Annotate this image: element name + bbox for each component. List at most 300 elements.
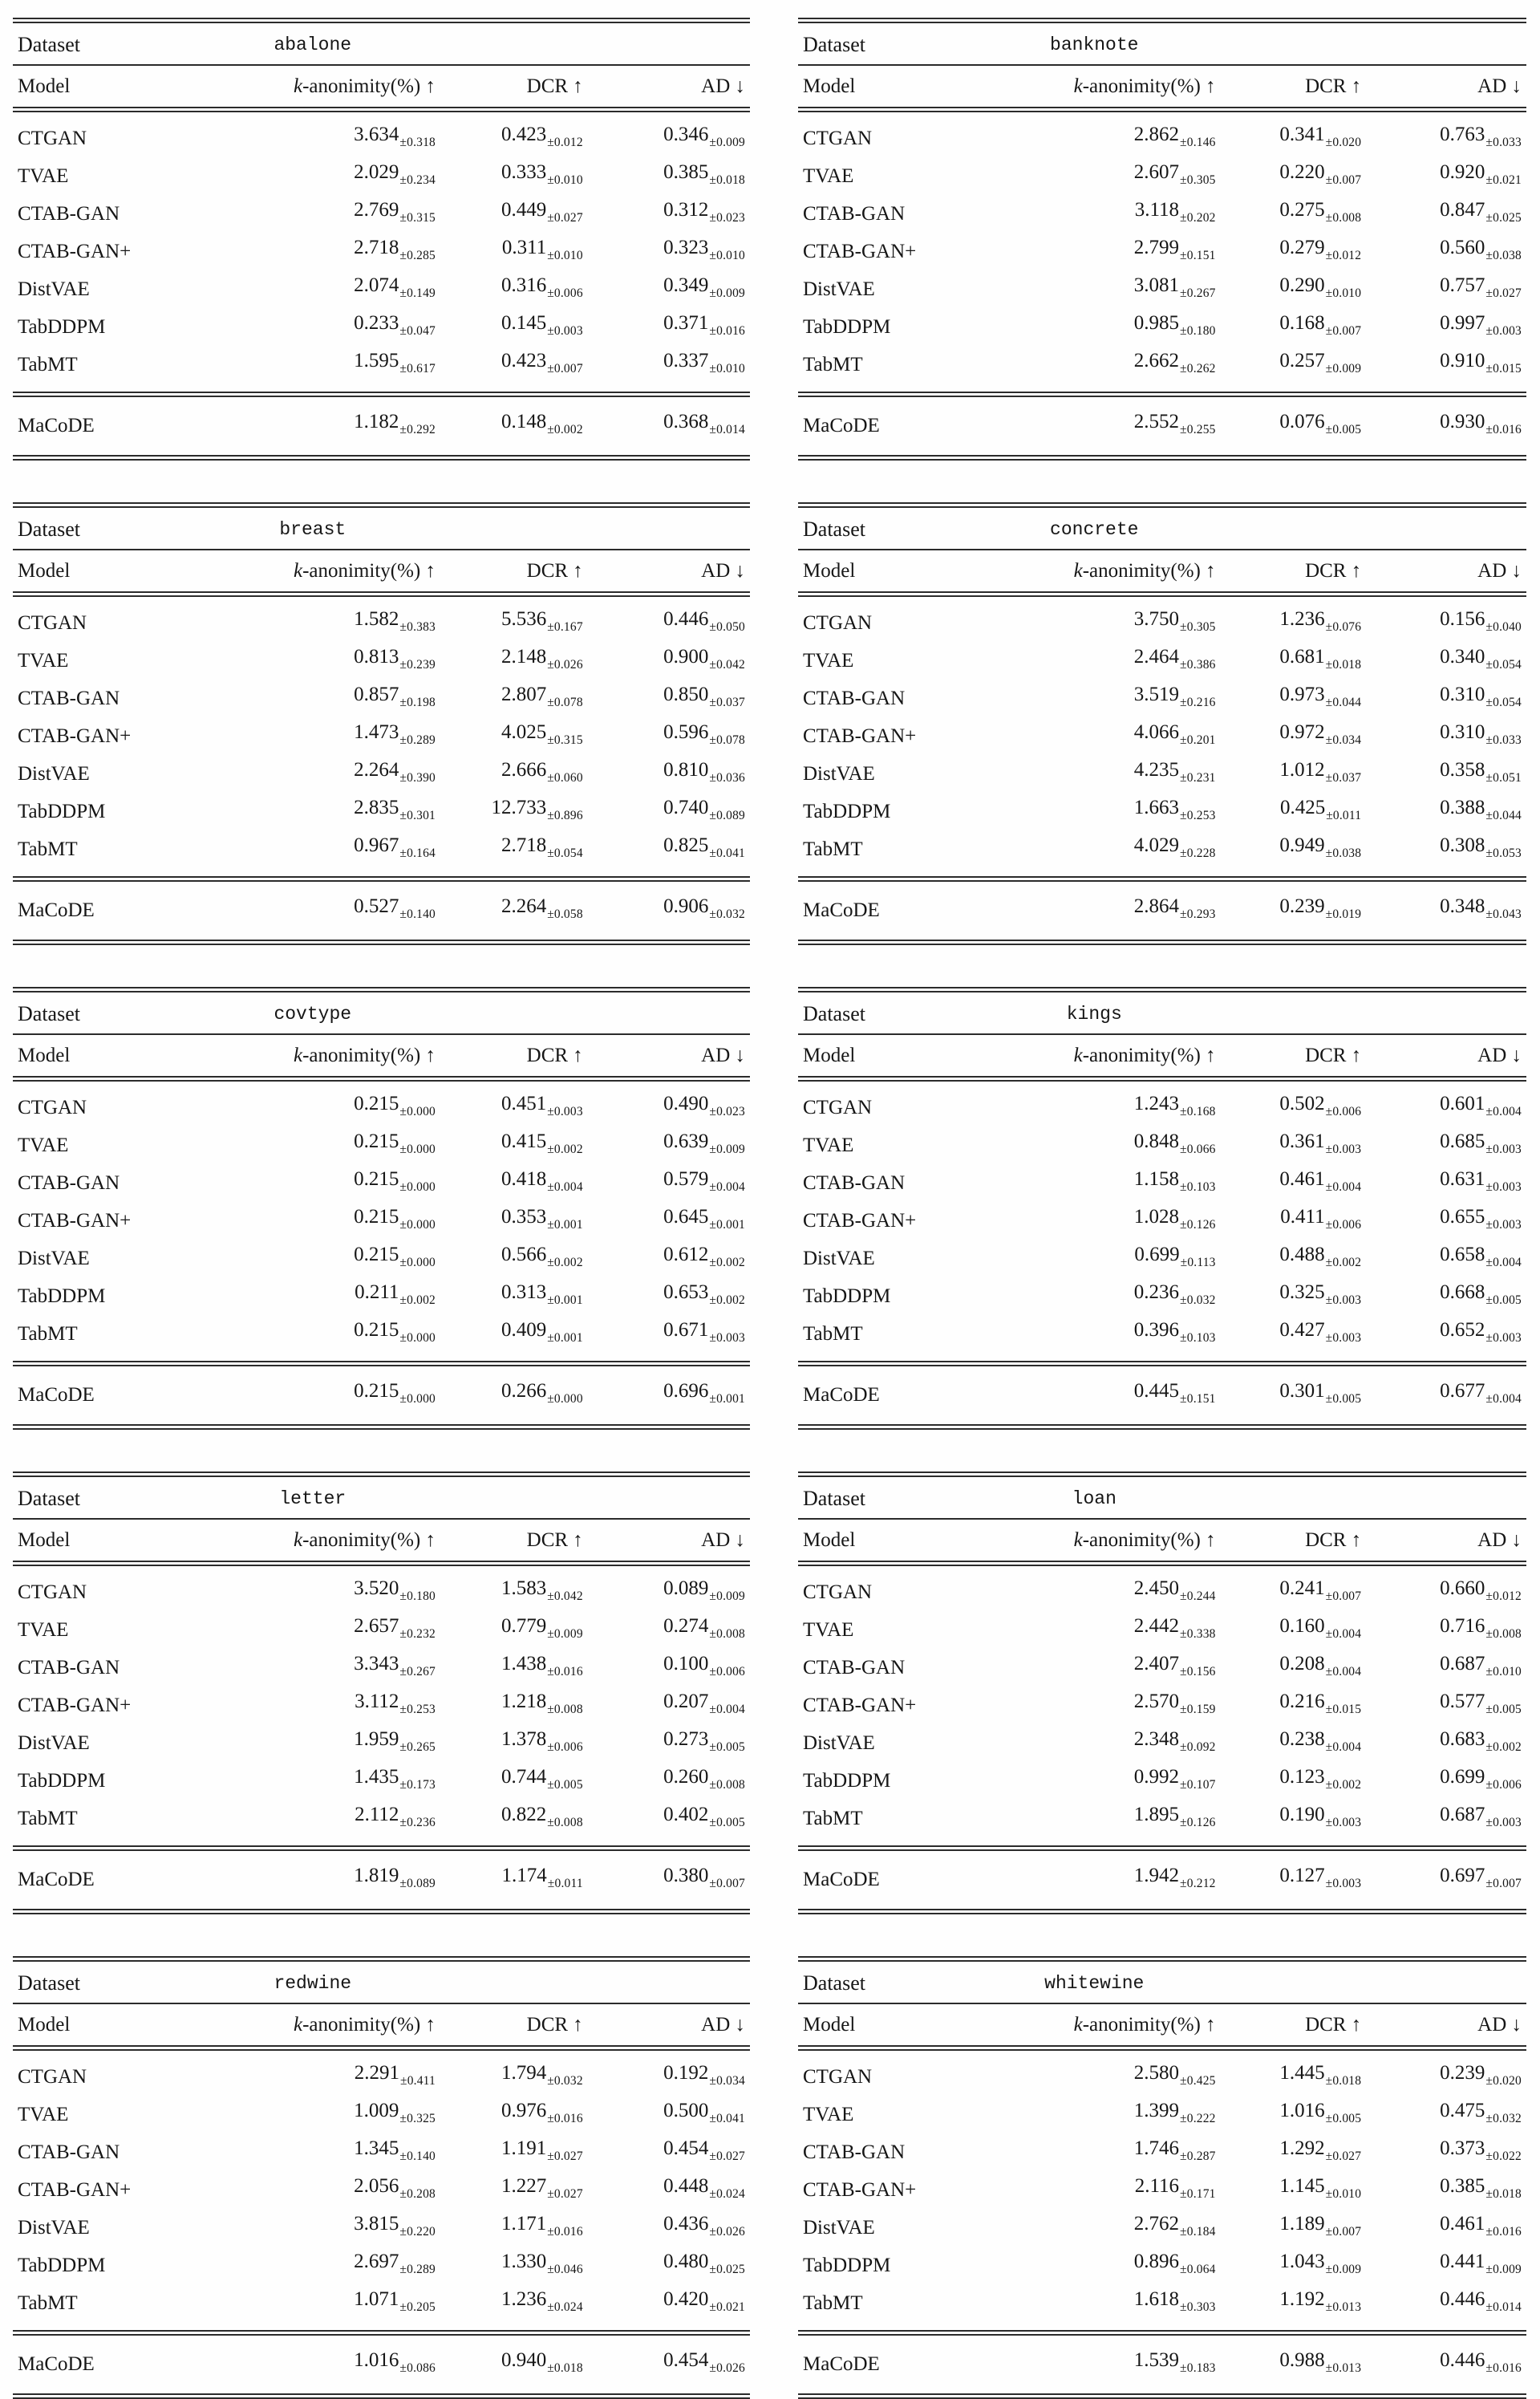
k-anonimity-mean: 2.799 [1133, 237, 1180, 258]
dcr-std: ±0.007 [1325, 324, 1362, 338]
ad-value [588, 1687, 750, 1724]
dcr-value [440, 2096, 588, 2133]
dcr-std: ±0.167 [547, 620, 583, 634]
ad-std: ±0.009 [709, 136, 745, 149]
table-row [13, 595, 750, 643]
ad-value [1366, 2284, 1526, 2333]
dcr-value [440, 1849, 588, 1912]
k-anonimity-value [190, 2096, 440, 2133]
k-anonimity-value [190, 2171, 440, 2209]
ad-mean: 0.420 [663, 2288, 709, 2310]
dcr-mean: 0.216 [1279, 1691, 1325, 1712]
dataset-name: concrete [973, 505, 1221, 550]
dcr-mean: 0.488 [1279, 1244, 1325, 1265]
dcr-mean: 0.279 [1279, 237, 1325, 258]
table-row [798, 1277, 1526, 1315]
dcr-mean: 1.438 [500, 1653, 547, 1674]
dcr-value [440, 830, 588, 879]
k-anonimity-mean: 2.835 [354, 797, 399, 818]
dcr-value [440, 1611, 588, 1649]
dcr-mean: 2.264 [500, 895, 547, 917]
dcr-std: ±0.009 [1325, 2263, 1362, 2276]
dcr-std: ±0.046 [547, 2263, 583, 2276]
dcr-mean: 0.257 [1279, 350, 1325, 371]
dcr-mean: 2.718 [500, 834, 547, 856]
dcr-value [440, 1364, 588, 1427]
dataset-name: whitewine [973, 1959, 1221, 2004]
k-anonimity-header-text: -anonimity(%) ↑ [302, 1529, 436, 1551]
dcr-value [1221, 1849, 1367, 1912]
k-anonimity-std: ±0.000 [399, 1331, 436, 1345]
dcr-std: ±0.027 [547, 211, 583, 225]
k-anonimity-value [190, 2133, 440, 2171]
dcr-value [1221, 2096, 1367, 2133]
k-anonimity-mean: 0.992 [1133, 1766, 1180, 1788]
model-name: CTGAN [803, 612, 873, 634]
ad-mean: 0.371 [663, 312, 709, 334]
dataset-name: kings [973, 990, 1221, 1035]
ad-mean: 0.631 [1440, 1168, 1485, 1190]
table-row [13, 308, 750, 346]
column-header-k-anonimity [973, 65, 1221, 110]
dataset-row-spacer [588, 990, 750, 1035]
k-anonimity-std: ±0.253 [1180, 809, 1216, 822]
k-anonimity-std: ±0.208 [399, 2187, 436, 2201]
table-row [798, 2048, 1526, 2097]
dcr-mean: 1.794 [500, 2062, 547, 2084]
table-row [798, 1849, 1526, 1912]
k-anonimity-value [973, 195, 1221, 233]
column-header-ad: AD ↓ [1366, 550, 1526, 595]
k-anonimity-value [973, 793, 1221, 830]
ad-std: ±0.014 [1485, 2300, 1522, 2314]
ad-std: ±0.050 [709, 620, 745, 634]
k-anonimity-value [973, 2096, 1221, 2133]
dcr-std: ±0.006 [1325, 1218, 1362, 1232]
k-anonimity-value [190, 1800, 440, 1849]
k-anonimity-std: ±0.292 [399, 423, 436, 436]
k-anonimity-header-text: -anonimity(%) ↑ [1082, 1529, 1216, 1551]
dcr-value [1221, 1164, 1367, 1202]
dcr-mean: 0.779 [500, 1615, 547, 1637]
dcr-mean: 1.378 [500, 1728, 547, 1750]
ad-std: ±0.003 [709, 1331, 745, 1345]
k-anonimity-mean: 0.215 [354, 1319, 399, 1341]
dataset-row-spacer [1221, 505, 1367, 550]
k-anonimity-value [190, 793, 440, 830]
k-anonimity-std: ±0.305 [1180, 620, 1216, 634]
dcr-mean: 0.949 [1279, 834, 1325, 856]
ad-std: ±0.003 [1485, 324, 1522, 338]
column-header-model: Model [13, 2003, 190, 2048]
dcr-value [440, 157, 588, 195]
model-name: TabDDPM [18, 1285, 106, 1307]
ad-mean: 0.900 [663, 646, 709, 668]
k-italic-letter: k [293, 1045, 303, 1066]
table-row [798, 1611, 1526, 1649]
dcr-std: ±0.016 [547, 2112, 583, 2125]
table-row [13, 1315, 750, 1364]
dataset-row-spacer [1366, 990, 1526, 1035]
column-header-k-anonimity [973, 1519, 1221, 1564]
table-row [13, 1277, 750, 1315]
ad-std: ±0.001 [709, 1218, 745, 1232]
ad-value [588, 1649, 750, 1687]
k-anonimity-std: ±0.146 [1180, 136, 1216, 149]
ad-std: ±0.026 [709, 2361, 745, 2375]
dcr-value [440, 2209, 588, 2247]
ad-mean: 0.997 [1440, 312, 1485, 334]
ad-mean: 0.337 [663, 350, 709, 371]
dataset-row-spacer [440, 990, 588, 1035]
model-name: DistVAE [18, 278, 90, 300]
table-row [13, 2096, 750, 2133]
dcr-std: ±0.006 [547, 286, 583, 300]
k-anonimity-mean: 2.580 [1133, 2062, 1180, 2084]
ad-value [1366, 793, 1526, 830]
ad-mean: 0.358 [1440, 759, 1485, 781]
dcr-std: ±0.009 [1325, 362, 1362, 375]
k-anonimity-mean: 2.264 [354, 759, 399, 781]
k-anonimity-mean: 1.435 [354, 1766, 399, 1788]
dcr-mean: 2.148 [500, 646, 547, 668]
model-name: MaCoDE [803, 1384, 880, 1406]
dcr-value [1221, 1687, 1367, 1724]
ad-std: ±0.003 [1485, 1143, 1522, 1156]
k-anonimity-value [973, 308, 1221, 346]
ad-std: ±0.006 [709, 1665, 745, 1678]
column-header-row [798, 550, 1526, 595]
ad-mean: 0.653 [663, 1281, 709, 1303]
k-anonimity-value [190, 717, 440, 755]
k-anonimity-std: ±0.244 [1180, 1589, 1216, 1603]
ad-mean: 0.810 [663, 759, 709, 781]
ad-value [588, 2171, 750, 2209]
k-anonimity-std: ±0.164 [399, 846, 436, 860]
ad-std: ±0.004 [1485, 1105, 1522, 1118]
model-name: TabMT [798, 1800, 973, 1849]
ad-std: ±0.032 [709, 907, 745, 921]
k-anonimity-value [973, 2209, 1221, 2247]
table-row [798, 1649, 1526, 1687]
dcr-std: ±0.004 [1325, 1180, 1362, 1194]
dcr-std: ±0.013 [1325, 2361, 1362, 2375]
k-anonimity-std: ±0.180 [399, 1589, 436, 1603]
dcr-value [440, 1079, 588, 1127]
ad-std: ±0.027 [1485, 286, 1522, 300]
k-anonimity-mean: 2.862 [1133, 124, 1180, 145]
k-italic-letter: k [1073, 75, 1083, 97]
k-anonimity-std: ±0.262 [1180, 362, 1216, 375]
dcr-mean: 0.411 [1280, 1206, 1325, 1228]
ad-mean: 0.312 [663, 199, 709, 221]
dcr-value [440, 1277, 588, 1315]
dataset-header-row [798, 990, 1526, 1035]
dcr-value [1221, 2171, 1367, 2209]
k-anonimity-std: ±0.253 [399, 1703, 436, 1716]
ad-std: ±0.033 [1485, 733, 1522, 747]
ad-value [588, 157, 750, 195]
k-anonimity-value [973, 1849, 1221, 1912]
dcr-mean: 1.236 [1279, 608, 1325, 630]
k-anonimity-std: ±0.183 [1180, 2361, 1216, 2375]
table-row [798, 1126, 1526, 1164]
dcr-std: ±0.005 [1325, 423, 1362, 436]
k-anonimity-value [973, 1762, 1221, 1800]
column-header-ad: AD ↓ [588, 1519, 750, 1564]
k-anonimity-mean: 2.662 [1133, 350, 1180, 371]
dcr-value [1221, 395, 1367, 458]
dcr-mean: 0.076 [1279, 411, 1325, 432]
dcr-mean: 1.445 [1279, 2062, 1325, 2084]
dcr-value [440, 2133, 588, 2171]
table-row [798, 2171, 1526, 2209]
table-row [13, 1687, 750, 1724]
k-anonimity-mean: 1.399 [1133, 2100, 1180, 2121]
dataset-name: breast [190, 505, 440, 550]
tables-grid [13, 18, 1530, 2399]
ad-mean: 0.645 [663, 1206, 709, 1228]
k-anonimity-value [190, 346, 440, 395]
model-name: MaCoDE [803, 415, 880, 436]
k-anonimity-mean: 2.697 [354, 2251, 399, 2272]
ad-value [1366, 1202, 1526, 1240]
model-name: TabMT [798, 1315, 973, 1364]
ad-std: ±0.016 [709, 324, 745, 338]
ad-std: ±0.010 [709, 362, 745, 375]
k-anonimity-value [973, 1240, 1221, 1277]
ad-mean: 0.847 [1440, 199, 1485, 221]
k-anonimity-mean: 4.066 [1133, 721, 1180, 743]
dcr-std: ±0.010 [547, 249, 583, 262]
model-name: TabDDPM [803, 316, 891, 338]
ad-mean: 0.100 [663, 1653, 709, 1674]
k-anonimity-value [973, 1800, 1221, 1849]
dcr-std: ±0.019 [1325, 907, 1362, 921]
model-name: CTGAN [803, 128, 873, 149]
table-row [13, 830, 750, 879]
ad-value [588, 879, 750, 943]
model-name: TVAE [18, 165, 69, 187]
model-name: TabDDPM [18, 2255, 106, 2276]
model-name: TVAE [18, 1619, 69, 1641]
ad-std: ±0.001 [709, 1392, 745, 1406]
table-row [798, 1079, 1526, 1127]
column-header-row [798, 1034, 1526, 1079]
model-name: CTAB-GAN+ [803, 1210, 917, 1232]
model-name: CTGAN [803, 1581, 873, 1603]
dcr-std: ±0.002 [1325, 1778, 1362, 1792]
dcr-value [440, 1240, 588, 1277]
ad-std: ±0.032 [1485, 2112, 1522, 2125]
model-name: MaCoDE [803, 1869, 880, 1890]
k-anonimity-mean: 1.028 [1133, 1206, 1180, 1228]
k-anonimity-std: ±0.289 [399, 2263, 436, 2276]
ad-value [588, 308, 750, 346]
model-name: CTGAN [803, 2066, 873, 2088]
ad-value [1366, 1649, 1526, 1687]
k-anonimity-value [190, 595, 440, 643]
model-name: TabDDPM [18, 801, 106, 822]
ad-value [588, 1202, 750, 1240]
k-anonimity-value [973, 2133, 1221, 2171]
dcr-mean: 1.292 [1279, 2137, 1325, 2159]
k-anonimity-mean: 0.233 [354, 312, 399, 334]
ad-std: ±0.008 [1485, 1627, 1522, 1641]
model-name: CTAB-GAN+ [803, 2179, 917, 2201]
column-header-model: Model [13, 550, 190, 595]
dataset-name: banknote [973, 21, 1221, 66]
ad-std: ±0.004 [1485, 1392, 1522, 1406]
column-header-ad: AD ↓ [588, 1034, 750, 1079]
ad-value [1366, 1800, 1526, 1849]
ad-std: ±0.041 [709, 846, 745, 860]
k-anonimity-value [190, 1649, 440, 1687]
dcr-mean: 1.330 [500, 2251, 547, 2272]
ad-mean: 0.850 [663, 684, 709, 705]
ad-value [1366, 1364, 1526, 1427]
ad-std: ±0.041 [709, 2112, 745, 2125]
dcr-value [1221, 2209, 1367, 2247]
dcr-mean: 0.415 [500, 1130, 547, 1152]
dcr-mean: 0.220 [1279, 161, 1325, 183]
table-row [13, 1611, 750, 1649]
ad-mean: 0.385 [663, 161, 709, 183]
ad-std: ±0.002 [709, 1293, 745, 1307]
dcr-mean: 1.583 [500, 1577, 547, 1599]
table-row [798, 595, 1526, 643]
dcr-std: ±0.315 [547, 733, 583, 747]
column-header-row [13, 1519, 750, 1564]
dataset-row-spacer [1221, 21, 1367, 66]
k-anonimity-std: ±0.202 [1180, 211, 1216, 225]
model-name: TVAE [18, 2104, 69, 2125]
dcr-std: ±0.003 [1325, 1877, 1362, 1890]
dcr-value [1221, 793, 1367, 830]
k-anonimity-std: ±0.180 [1180, 324, 1216, 338]
ad-value [588, 1277, 750, 1315]
model-name: DistVAE [803, 1732, 875, 1754]
model-name: CTAB-GAN [803, 2141, 906, 2163]
ad-value [1366, 346, 1526, 395]
ad-value [588, 755, 750, 793]
table-row [798, 157, 1526, 195]
model-name: TabMT [798, 2284, 973, 2333]
dataset-label: Dataset [13, 1959, 190, 2004]
dcr-value [1221, 1762, 1367, 1800]
k-anonimity-std: ±0.201 [1180, 733, 1216, 747]
dcr-value [1221, 1364, 1367, 1427]
dataset-label: Dataset [13, 21, 190, 66]
dcr-std: ±0.007 [1325, 1589, 1362, 1603]
dcr-value [440, 1202, 588, 1240]
k-anonimity-value [973, 1202, 1221, 1240]
ad-std: ±0.005 [1485, 1293, 1522, 1307]
table-row [13, 680, 750, 717]
k-anonimity-std: ±0.231 [1180, 771, 1216, 785]
ad-mean: 0.446 [1440, 2349, 1485, 2371]
k-anonimity-std: ±0.103 [1180, 1180, 1216, 1194]
dcr-value [1221, 2247, 1367, 2284]
dcr-std: ±0.013 [1325, 2300, 1362, 2314]
dcr-mean: 1.016 [1279, 2100, 1325, 2121]
dcr-value [1221, 680, 1367, 717]
model-name: TabMT [13, 2284, 190, 2333]
ad-std: ±0.021 [709, 2300, 745, 2314]
dcr-std: ±0.006 [547, 1740, 583, 1754]
k-anonimity-std: ±0.000 [399, 1180, 436, 1194]
column-header-model: Model [798, 65, 973, 110]
model-name: TVAE [803, 1619, 854, 1641]
k-anonimity-value [190, 1364, 440, 1427]
dcr-value [1221, 1611, 1367, 1649]
ad-std: ±0.044 [1485, 809, 1522, 822]
k-anonimity-value [190, 233, 440, 270]
ad-value [588, 2284, 750, 2333]
k-anonimity-value [190, 1564, 440, 1612]
ad-mean: 0.601 [1440, 1093, 1485, 1114]
k-anonimity-mean: 4.029 [1133, 834, 1180, 856]
k-anonimity-std: ±0.000 [399, 1218, 436, 1232]
table-row [798, 2209, 1526, 2247]
ad-std: ±0.033 [1485, 136, 1522, 149]
ad-std: ±0.024 [709, 2187, 745, 2201]
ad-value [588, 1079, 750, 1127]
model-name: DistVAE [803, 1248, 875, 1269]
dcr-mean: 0.423 [500, 350, 547, 371]
model-name: CTAB-GAN [18, 1657, 120, 1678]
ad-std: ±0.006 [1485, 1778, 1522, 1792]
ad-value [588, 2333, 750, 2397]
ad-value [588, 1164, 750, 1202]
k-anonimity-mean: 2.552 [1133, 411, 1180, 432]
dcr-value [440, 346, 588, 395]
k-anonimity-header-text: -anonimity(%) ↑ [302, 560, 436, 582]
column-header-dcr: DCR ↑ [440, 1034, 588, 1079]
dcr-mean: 4.025 [500, 721, 547, 743]
model-name: CTAB-GAN+ [18, 2179, 132, 2201]
column-header-dcr: DCR ↑ [440, 65, 588, 110]
ad-std: ±0.005 [1485, 1703, 1522, 1716]
dcr-std: ±0.012 [1325, 249, 1362, 262]
ad-mean: 0.310 [1440, 721, 1485, 743]
k-anonimity-mean: 0.215 [354, 1168, 399, 1190]
model-name: TabDDPM [18, 316, 106, 338]
ad-mean: 0.346 [663, 124, 709, 145]
k-anonimity-value [973, 1364, 1221, 1427]
table-row [13, 233, 750, 270]
dataset-label: Dataset [798, 1475, 973, 1520]
ad-value [1366, 879, 1526, 943]
dcr-value [1221, 1202, 1367, 1240]
k-anonimity-mean: 1.819 [354, 1865, 399, 1886]
dcr-mean: 0.290 [1279, 274, 1325, 296]
dataset-header-row [13, 21, 750, 66]
model-name: MaCoDE [18, 899, 95, 921]
k-anonimity-mean: 1.663 [1133, 797, 1180, 818]
k-anonimity-mean: 2.056 [354, 2175, 399, 2197]
dcr-std: ±0.012 [547, 136, 583, 149]
k-anonimity-mean: 0.396 [1133, 1319, 1180, 1341]
k-anonimity-value [190, 755, 440, 793]
k-anonimity-value [190, 195, 440, 233]
k-anonimity-std: ±0.140 [399, 907, 436, 921]
k-anonimity-std: ±0.149 [399, 286, 436, 300]
k-anonimity-value [190, 830, 440, 879]
dcr-value [1221, 1079, 1367, 1127]
column-header-model: Model [13, 1519, 190, 1564]
column-header-row [798, 1519, 1526, 1564]
